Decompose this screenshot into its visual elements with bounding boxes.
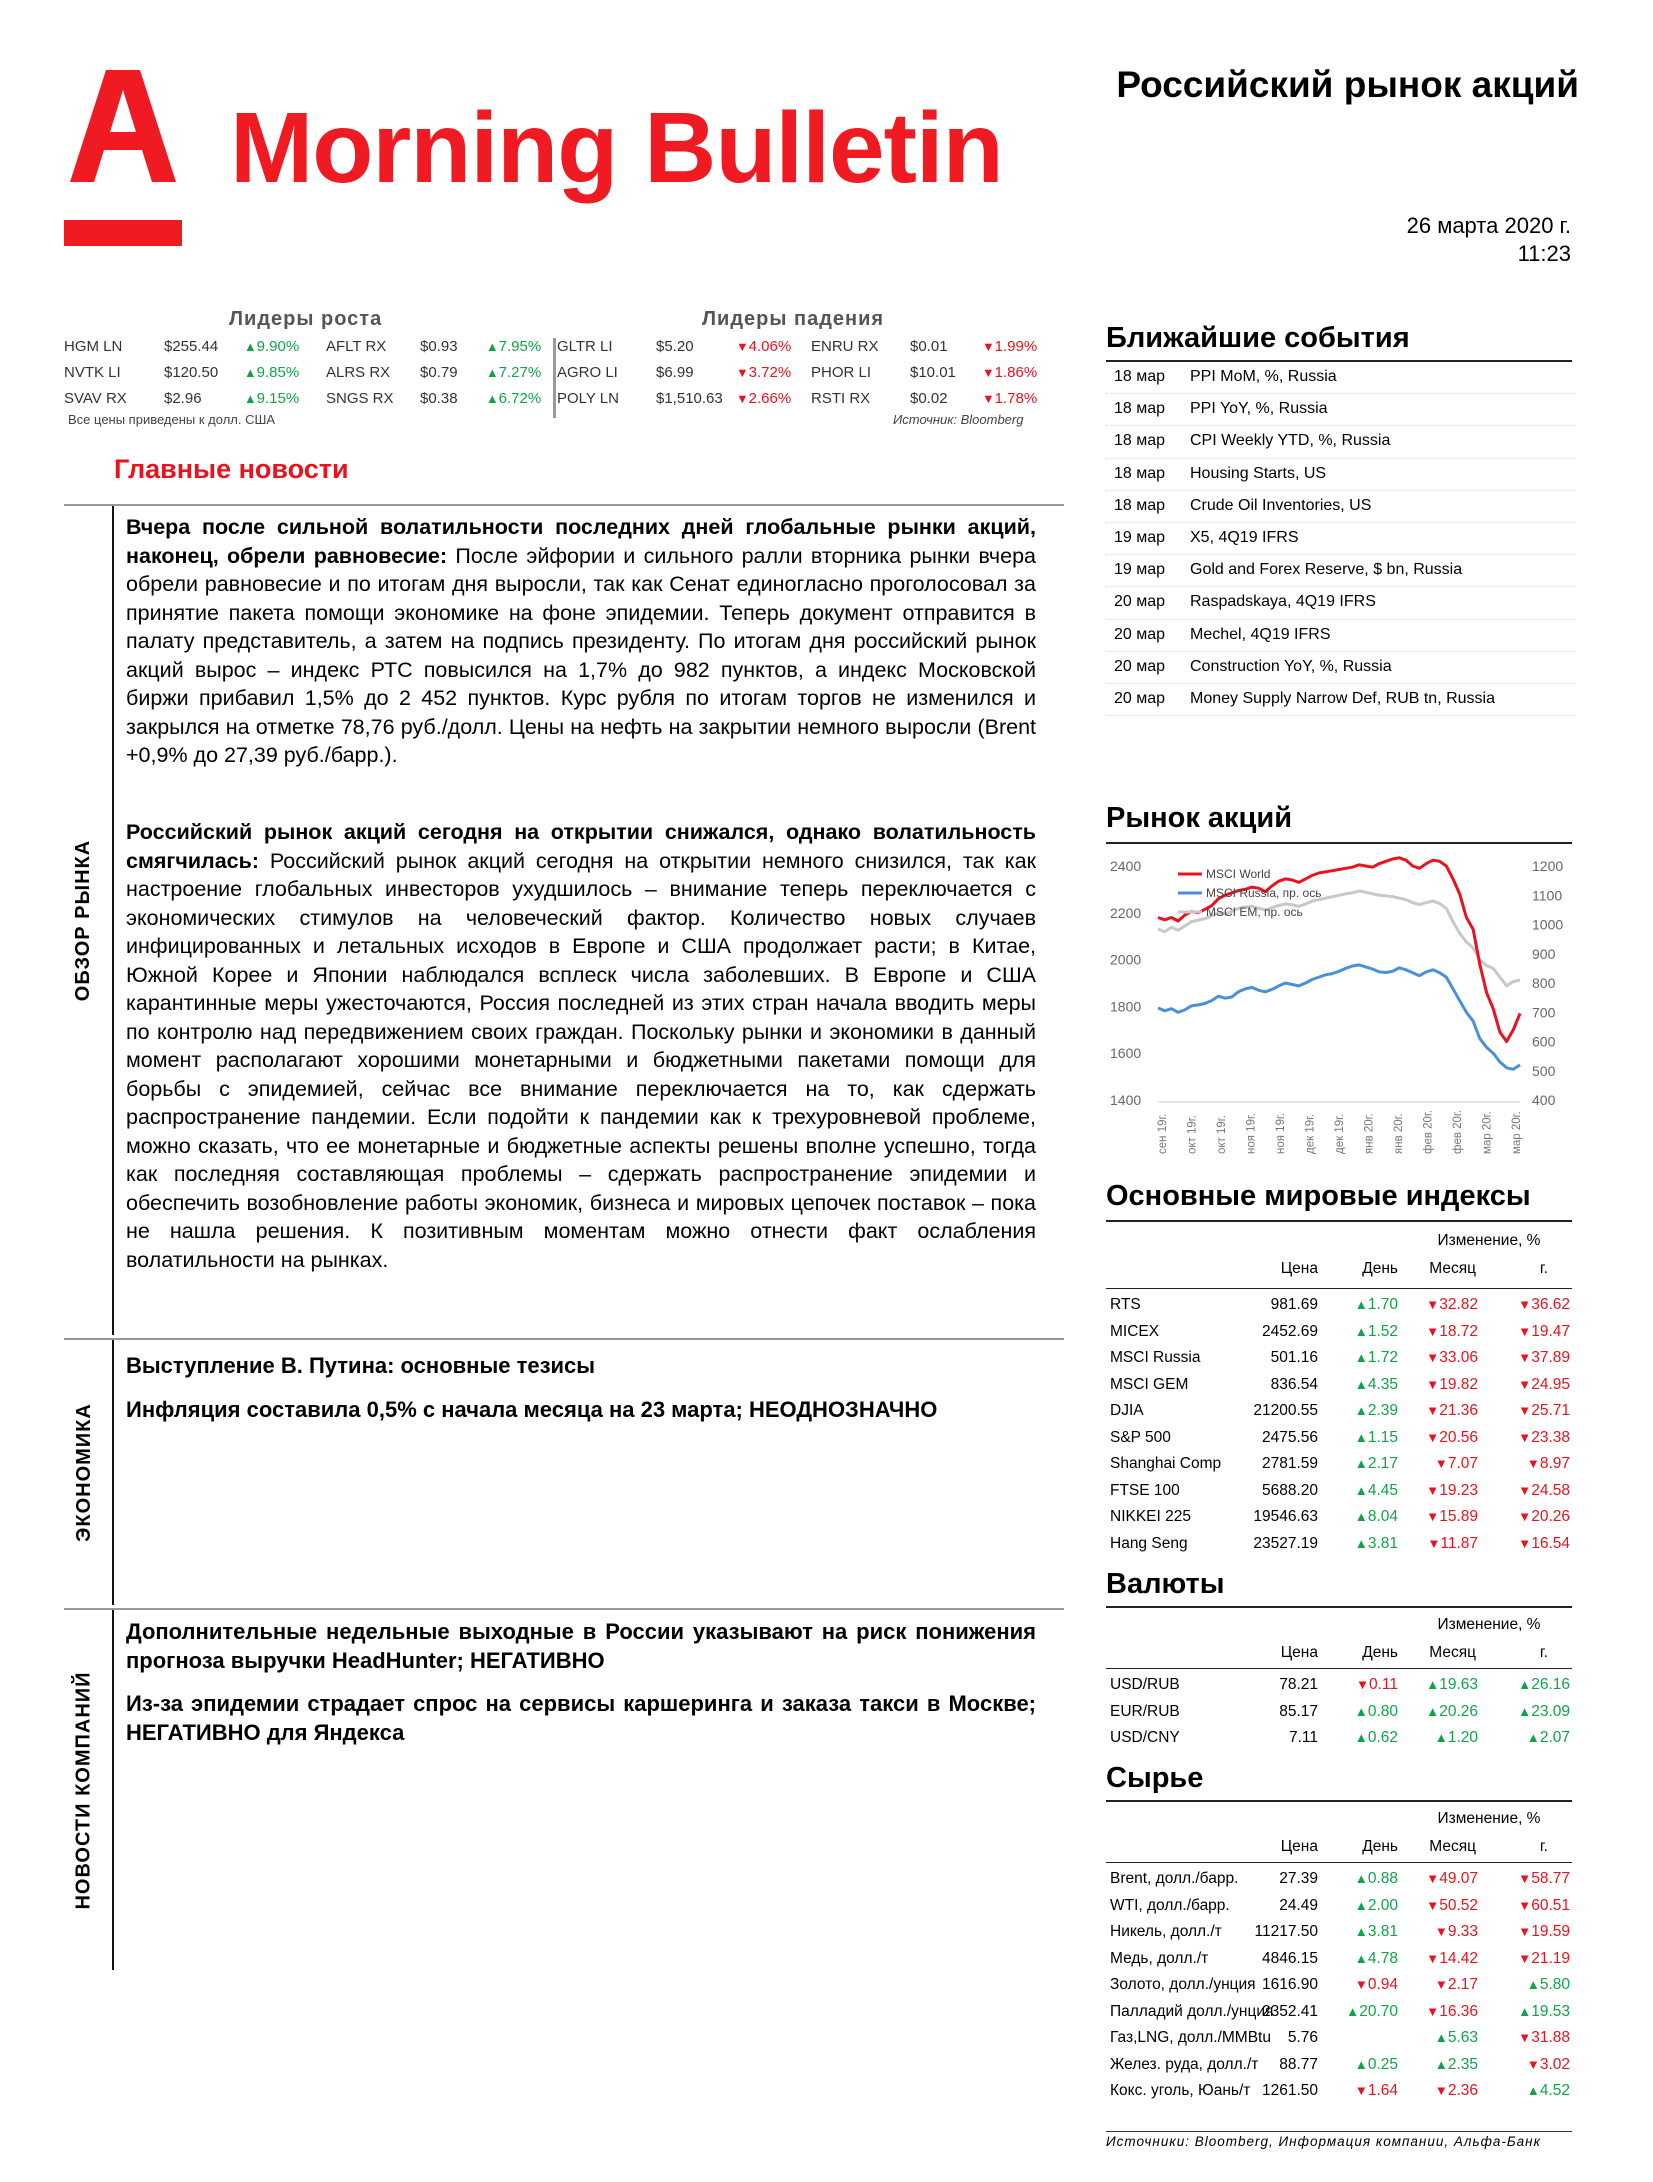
change-month: ▼ 16.36 xyxy=(1426,2003,1478,2021)
change-year: ▼ 19.59 xyxy=(1518,1923,1570,1941)
row-name: DJIA xyxy=(1110,1402,1144,1419)
left-axis-tick: 2000 xyxy=(1110,951,1142,968)
section-divider xyxy=(112,1610,114,1970)
event-date: 18 мар xyxy=(1114,368,1166,385)
section-rule xyxy=(64,1338,1064,1340)
x-axis-tick: ноя 19г. xyxy=(1275,1113,1287,1154)
table-header-rule xyxy=(1106,1862,1572,1863)
row-price: 88.77 xyxy=(1279,2055,1318,2073)
event-date: 19 мар xyxy=(1114,561,1166,579)
row-price: 2352.41 xyxy=(1261,2002,1318,2020)
change-day: ▲ 2.39 xyxy=(1355,1402,1398,1420)
change-year: ▼ 60.51 xyxy=(1518,1897,1570,1915)
table-row xyxy=(1106,1398,1572,1425)
event-text: PPI YoY, %, Russia xyxy=(1190,400,1328,418)
leader-change: ▲ 6.72% xyxy=(486,390,541,407)
change-day: ▲ 4.45 xyxy=(1355,1482,1398,1500)
leader-price: $0.93 xyxy=(420,338,458,355)
indices-title: Основные мировые индексы xyxy=(1106,1180,1531,1212)
news-paragraph-2 xyxy=(126,818,1036,1274)
leader-price: $6.99 xyxy=(656,364,694,381)
column-header: День xyxy=(1362,1260,1398,1277)
event-row xyxy=(1106,426,1576,458)
section-label-economy: ЭКОНОМИКА xyxy=(72,1403,95,1542)
leader-ticker: GLTR LI xyxy=(557,338,613,355)
event-row xyxy=(1106,684,1576,716)
news-lead-1: Вчера после сильной волатильности последних дней глобальные рынки акций, наконец, обрели равновесие: xyxy=(126,515,1036,568)
stock-market-chart xyxy=(1106,848,1572,1168)
events-list xyxy=(1106,362,1576,716)
column-header: Месяц xyxy=(1429,1838,1476,1855)
change-year: ▲ 5.80 xyxy=(1527,1976,1570,1994)
change-month: ▼ 7.07 xyxy=(1435,1455,1478,1473)
leader-change: ▲ 9.90% xyxy=(244,338,299,355)
row-name: FTSE 100 xyxy=(1110,1481,1180,1499)
report-title: Российский рынок акций xyxy=(1116,64,1579,105)
table-row xyxy=(1106,1478,1572,1505)
left-axis-tick: 1400 xyxy=(1110,1092,1142,1108)
row-name: MSCI Russia xyxy=(1110,1349,1201,1366)
change-month: ▼ 14.42 xyxy=(1426,1950,1478,1968)
x-axis-tick: окт 19г. xyxy=(1186,1115,1199,1154)
left-axis-tick: 2400 xyxy=(1110,858,1142,874)
table-row xyxy=(1106,1292,1572,1319)
change-year: ▼ 3.02 xyxy=(1527,2056,1570,2074)
row-price: 1616.90 xyxy=(1261,1976,1318,1993)
row-price: 836.54 xyxy=(1270,1375,1318,1393)
event-date: 18 мар xyxy=(1114,400,1166,418)
section-rule xyxy=(64,504,1064,506)
right-axis-tick: 1200 xyxy=(1532,858,1564,874)
leader-change: ▼ 4.06% xyxy=(736,338,791,355)
table-row xyxy=(1106,2078,1572,2105)
change-day: ▲ 3.81 xyxy=(1355,1923,1398,1941)
row-name: WTI, долл./барр. xyxy=(1110,1896,1230,1914)
column-header: Цена xyxy=(1280,1644,1318,1661)
row-price: 981.69 xyxy=(1270,1296,1318,1313)
row-price: 7.11 xyxy=(1288,1729,1318,1746)
change-year: ▼ 25.71 xyxy=(1518,1402,1570,1420)
time-text: 11:23 xyxy=(1517,241,1571,266)
change-year: ▼ 37.89 xyxy=(1518,1349,1570,1367)
table-row xyxy=(1106,1345,1572,1372)
event-row xyxy=(1106,587,1576,619)
row-price: 27.39 xyxy=(1279,1870,1318,1887)
news-paragraph-1 xyxy=(126,513,1036,770)
event-row xyxy=(1106,652,1576,684)
currencies-table xyxy=(1106,1612,1572,1746)
row-price: 1261.50 xyxy=(1261,2082,1318,2099)
leaders-row xyxy=(64,364,1054,390)
leader-change: ▲ 9.15% xyxy=(244,390,299,407)
section-rule xyxy=(64,1608,1064,1610)
change-month: ▲ 19.63 xyxy=(1426,1676,1478,1694)
leader-ticker: NVTK LI xyxy=(64,364,121,381)
company-headline-1: Дополнительные недельные выходные в России указывают на риск понижения прогноза выручки HeadHunter; НЕГАТИВНО xyxy=(126,1619,1036,1673)
leader-ticker: RSTI RX xyxy=(811,390,871,407)
leader-ticker: AGRO LI xyxy=(557,364,618,381)
alfa-logo xyxy=(64,70,182,248)
commodities-title: Сырье xyxy=(1106,1762,1204,1794)
currencies-title: Валюты xyxy=(1106,1568,1225,1600)
row-name: USD/RUB xyxy=(1110,1676,1180,1693)
row-name: Никель, долл./т xyxy=(1110,1923,1222,1940)
change-month: ▼ 21.36 xyxy=(1426,1402,1478,1420)
event-row xyxy=(1106,491,1576,523)
x-axis-tick: янв 20г. xyxy=(1393,1113,1405,1154)
table-row xyxy=(1106,1504,1572,1531)
section-label-market: ОБЗОР РЫНКА xyxy=(72,839,95,1001)
chart-rule xyxy=(1106,842,1572,844)
leader-price: $0.02 xyxy=(910,390,948,407)
row-price: 85.17 xyxy=(1279,1702,1318,1720)
table-row xyxy=(1106,1425,1572,1452)
change-month: ▼ 15.89 xyxy=(1426,1508,1478,1526)
column-header: День xyxy=(1362,1838,1398,1855)
change-day: ▼ 0.94 xyxy=(1355,1976,1398,1994)
table-row xyxy=(1106,1866,1572,1893)
row-price: 21200.55 xyxy=(1253,1402,1318,1419)
change-year: ▼ 36.62 xyxy=(1518,1296,1570,1314)
x-axis-tick: дек 19г. xyxy=(1334,1113,1346,1154)
x-axis-tick: окт 19г. xyxy=(1216,1115,1228,1154)
change-month: ▼ 20.56 xyxy=(1426,1429,1478,1447)
leader-change: ▲ 7.27% xyxy=(486,364,541,381)
change-day: ▲ 2.17 xyxy=(1355,1455,1398,1473)
table-header-rule xyxy=(1106,1288,1572,1289)
leader-change: ▼ 3.72% xyxy=(736,364,791,381)
change-month: ▲ 1.20 xyxy=(1435,1729,1478,1747)
row-price: 11217.50 xyxy=(1254,1923,1318,1940)
leader-price: $5.20 xyxy=(656,338,694,355)
change-year: ▼ 19.47 xyxy=(1518,1323,1570,1341)
row-name: Hang Seng xyxy=(1110,1534,1188,1552)
left-axis-tick: 1600 xyxy=(1110,1045,1142,1062)
change-day: ▲ 0.88 xyxy=(1355,1870,1398,1888)
table-row xyxy=(1106,2052,1572,2079)
change-month: ▲ 2.35 xyxy=(1435,2056,1478,2074)
change-month: ▼ 2.36 xyxy=(1435,2082,1478,2100)
change-day: ▲ 1.52 xyxy=(1355,1323,1398,1341)
leader-change: ▼ 1.99% xyxy=(982,338,1037,355)
change-month: ▼ 33.06 xyxy=(1426,1349,1478,1367)
event-text: Raspadskaya, 4Q19 IFRS xyxy=(1190,593,1376,611)
event-date: 18 мар xyxy=(1114,496,1166,514)
change-month: ▲ 20.26 xyxy=(1426,1703,1478,1721)
change-month: ▼ 50.52 xyxy=(1426,1897,1478,1915)
x-axis-tick: фев 20г. xyxy=(1452,1110,1464,1154)
row-name: Shanghai Comp xyxy=(1110,1455,1222,1472)
row-name: RTS xyxy=(1110,1296,1141,1313)
row-price: 19546.63 xyxy=(1253,1508,1318,1525)
column-header: Месяц xyxy=(1429,1644,1476,1661)
change-header: Изменение, % xyxy=(1437,1616,1541,1633)
row-name: EUR/RUB xyxy=(1110,1702,1180,1720)
row-price: 78.21 xyxy=(1279,1676,1318,1693)
row-price: 5688.20 xyxy=(1261,1481,1318,1499)
event-row xyxy=(1106,459,1576,491)
right-axis-tick: 600 xyxy=(1532,1033,1556,1050)
change-day: ▼ 1.64 xyxy=(1355,2082,1398,2100)
news-body-1: После эйфории и сильного ралли вторника рынки вчера обрели равновесие и по итогам дня выросли, так как Сенат единогласно проголосовал за принятие пакета помощи экономике на фоне эпидемии. Теперь документ отправится в палату представитель, а затем на подпись президенту. По итогам дня российский рынок акций вырос – индекс РТС повысился на 1,7% до 982 пунктов, а индекс Московской биржи прибавил 1,5% до 2 452 пунктов. Курс рубля по итогам торгов не изменился и закрылся на отметке 78,76 руб./долл. Цены на нефть на закрытии немного выросли (Brent +0,9% до 27,39 руб./барр.). xyxy=(126,543,1036,767)
company-headline-2: Из-за эпидемии страдает спрос на сервисы каршеринга и заказа такси в Москве; НЕГАТИВНО для Яндекса xyxy=(126,1691,1036,1745)
row-price: 2781.59 xyxy=(1261,1455,1318,1472)
column-header: г. xyxy=(1539,1260,1548,1277)
row-price: 2452.69 xyxy=(1261,1322,1318,1340)
change-day: ▲ 20.70 xyxy=(1346,2003,1398,2021)
row-price: 24.49 xyxy=(1279,1896,1318,1914)
change-month: ▼ 18.72 xyxy=(1426,1323,1478,1341)
leader-change: ▼ 2.66% xyxy=(736,390,791,407)
event-text: PPI MoM, %, Russia xyxy=(1190,368,1337,385)
column-header: Цена xyxy=(1280,1838,1318,1855)
leader-price: $255.44 xyxy=(164,338,219,355)
change-month: ▼ 49.07 xyxy=(1426,1870,1478,1888)
events-title: Ближайшие события xyxy=(1106,322,1410,354)
section-divider xyxy=(112,505,114,1335)
news-heading: Главные новости xyxy=(114,454,349,484)
row-name: Brent, долл./барр. xyxy=(1110,1870,1239,1887)
leaders-source: Источник: Bloomberg xyxy=(893,412,1024,427)
x-axis-tick: дек 19г. xyxy=(1304,1113,1317,1154)
event-row xyxy=(1106,523,1576,555)
change-day: ▲ 3.81 xyxy=(1355,1535,1398,1553)
change-day: ▲ 1.72 xyxy=(1355,1349,1398,1367)
economy-headline-2: Инфляция составила 0,5% с начала месяца на 23 марта; НЕОДНОЗНАЧНО xyxy=(126,1397,938,1422)
legend-label: MSCI Russia, пр. ось xyxy=(1206,886,1322,900)
change-day: ▲ 4.35 xyxy=(1355,1376,1398,1394)
row-name: MICEX xyxy=(1110,1322,1160,1340)
right-axis-tick: 900 xyxy=(1532,945,1556,962)
section-label-company: НОВОСТИ КОМПАНИЙ xyxy=(72,1670,95,1910)
event-text: Money Supply Narrow Def, RUB tn, Russia xyxy=(1190,689,1495,707)
change-year: ▲ 2.07 xyxy=(1527,1729,1570,1747)
right-axis-tick: 700 xyxy=(1532,1004,1556,1021)
leader-ticker: AFLT RX xyxy=(326,338,387,355)
row-name: USD/CNY xyxy=(1110,1729,1180,1746)
row-name: MSCI GEM xyxy=(1110,1375,1189,1393)
change-header: Изменение, % xyxy=(1437,1810,1541,1827)
change-year: ▲ 26.16 xyxy=(1518,1676,1570,1694)
change-year: ▲ 4.52 xyxy=(1527,2082,1570,2100)
column-header: г. xyxy=(1539,1644,1548,1661)
event-date: 20 мар xyxy=(1114,657,1166,675)
change-day: ▲ 2.00 xyxy=(1355,1897,1398,1915)
row-name: Желез. руда, долл./т xyxy=(1110,2055,1259,2073)
row-name: Газ,LNG, долл./MMBtu xyxy=(1110,2029,1271,2046)
event-date: 18 мар xyxy=(1114,432,1166,450)
column-header: День xyxy=(1362,1644,1398,1661)
change-month: ▼ 2.17 xyxy=(1435,1976,1478,1994)
fall-leaders-title: Лидеры падения xyxy=(702,308,885,330)
growth-leaders-title: Лидеры роста xyxy=(229,308,383,330)
x-axis-tick: янв 20г. xyxy=(1363,1113,1376,1154)
change-year: ▼ 21.19 xyxy=(1518,1950,1570,1968)
change-month: ▼ 11.87 xyxy=(1427,1535,1478,1553)
leaders-row xyxy=(64,338,1054,364)
date-text: 26 марта 2020 г. xyxy=(1406,213,1571,238)
x-axis-tick: сен 19г. xyxy=(1157,1113,1169,1154)
event-date: 18 мар xyxy=(1114,464,1166,482)
change-year: ▼ 31.88 xyxy=(1518,2029,1570,2047)
x-axis-tick: мар 20г. xyxy=(1511,1111,1523,1154)
change-year: ▼ 20.26 xyxy=(1518,1508,1570,1526)
change-year: ▼ 24.95 xyxy=(1518,1376,1570,1394)
commodities-table xyxy=(1106,1806,1572,2126)
left-axis-tick: 1800 xyxy=(1110,998,1142,1015)
leader-ticker: PHOR LI xyxy=(811,364,872,381)
row-name: Палладий долл./унция xyxy=(1110,2002,1274,2020)
table-row xyxy=(1106,1319,1572,1346)
leader-change: ▼ 1.86% xyxy=(982,364,1037,381)
change-day: ▲ 0.80 xyxy=(1355,1703,1398,1721)
right-axis-tick: 500 xyxy=(1532,1062,1556,1079)
table-row xyxy=(1106,2025,1572,2052)
table-header-rule xyxy=(1106,1668,1572,1669)
change-year: ▼ 8.97 xyxy=(1527,1455,1570,1473)
legend-label: MSCI EM, пр. ось xyxy=(1206,905,1303,919)
change-header: Изменение, % xyxy=(1437,1232,1541,1249)
row-name: S&P 500 xyxy=(1110,1428,1171,1446)
economy-headline-1: Выступление В. Путина: основные тезисы xyxy=(126,1353,596,1378)
event-text: Gold and Forex Reserve, $ bn, Russia xyxy=(1190,561,1463,579)
leader-price: $10.01 xyxy=(910,364,956,381)
news-lead-2: Российский рынок акций сегодня на открытии снижался, однако волатильность смягчилась: xyxy=(126,820,1036,873)
change-year: ▼ 24.58 xyxy=(1518,1482,1570,1500)
row-name: NIKKEI 225 xyxy=(1110,1508,1191,1525)
event-text: Mechel, 4Q19 IFRS xyxy=(1190,625,1331,643)
event-text: Housing Starts, US xyxy=(1190,464,1327,482)
currencies-rule xyxy=(1106,1606,1572,1608)
sources-rule xyxy=(1106,2131,1572,2132)
event-row xyxy=(1106,362,1576,394)
change-year: ▼ 23.38 xyxy=(1518,1429,1570,1447)
right-axis-tick: 1100 xyxy=(1532,887,1563,904)
row-name: Кокс. уголь, Юань/т xyxy=(1110,2082,1251,2099)
leader-ticker: HGM LN xyxy=(64,338,123,355)
leader-ticker: ALRS RX xyxy=(326,364,391,381)
change-day: ▲ 8.04 xyxy=(1355,1508,1398,1526)
event-text: X5, 4Q19 IFRS xyxy=(1190,528,1299,546)
row-name: Медь, долл./т xyxy=(1110,1949,1209,1967)
leader-price: $0.01 xyxy=(910,338,948,355)
change-day: ▲ 1.15 xyxy=(1355,1429,1398,1447)
indices-table xyxy=(1106,1228,1572,1552)
change-day: ▲ 1.70 xyxy=(1355,1296,1398,1314)
change-year: ▼ 16.54 xyxy=(1518,1535,1570,1553)
event-row xyxy=(1106,620,1576,652)
report-date xyxy=(1407,212,1571,268)
footer-sources: Источники: Bloomberg, Информация компании, Альфа-Банк xyxy=(1106,2134,1541,2149)
change-month: ▼ 19.82 xyxy=(1426,1376,1478,1394)
event-date: 20 мар xyxy=(1114,689,1166,707)
column-header: г. xyxy=(1539,1838,1548,1855)
table-row xyxy=(1106,1372,1572,1399)
change-year: ▲ 23.09 xyxy=(1518,1703,1570,1721)
leader-price: $2.96 xyxy=(164,390,202,407)
table-row xyxy=(1106,1919,1572,1946)
table-row xyxy=(1106,1451,1572,1478)
table-row xyxy=(1106,1725,1572,1752)
right-axis-tick: 800 xyxy=(1532,975,1556,991)
leader-price: $0.38 xyxy=(420,390,458,407)
leaders-note: Все цены приведены к долл. США xyxy=(68,412,276,427)
news-body-2: Российский рынок акций сегодня на открытии немного снизился, так как настроение глобальных инвесторов ухудшилось – внимание теперь переключается с экономических стимулов на человеческий фактор. Количество новых случаев инфицированных и летальных исходов в Европе и США продолжает расти; в Китае, Южной Корее и Японии наблюдался всплеск числа заболевших. В Европе и США карантинные меры ужесточаются, Россия последней из этих стран начала вводить меры по контролю над передвижением своих граждан. Поскольку рынки и экономики в данный момент располагают хорошими монетарными и бюджетными пакетами помощи для борьбы с эпидемией, сейчас все внимание переключается на то, как сдержать распространение пандемии. Если подойти к пандемии как к трехуровневой проблеме, можно сказать, что ее монетарные и бюджетные аспекты решены вполне успешно, тогда как последняя составляющая проблемы – сдержать распространение эпидемии и обеспечить возобновление работы экономик, бизнеса и мировых цепочек поставок – пока не нашла решения. К позитивным моментам можно отнести факт ослабления волатильности на рынках. xyxy=(126,848,1036,1272)
leader-change: ▲ 9.85% xyxy=(244,364,299,381)
table-row xyxy=(1106,1531,1572,1558)
row-price: 2475.56 xyxy=(1261,1428,1318,1446)
table-row xyxy=(1106,1972,1572,1999)
event-text: Crude Oil Inventories, US xyxy=(1190,496,1372,514)
event-text: Construction YoY, %, Russia xyxy=(1190,657,1392,675)
table-row xyxy=(1106,1946,1572,1973)
chart-title: Рынок акций xyxy=(1106,802,1293,834)
change-month: ▲ 5.63 xyxy=(1435,2029,1478,2047)
event-row xyxy=(1106,394,1576,426)
commodities-rule xyxy=(1106,1800,1572,1802)
row-price: 5.76 xyxy=(1287,2029,1318,2046)
leader-ticker: SNGS RX xyxy=(326,390,394,407)
leader-change: ▲ 7.95% xyxy=(486,338,541,355)
event-text: CPI Weekly YTD, %, Russia xyxy=(1190,432,1391,450)
change-day: ▼ 0.11 xyxy=(1356,1676,1398,1694)
leader-ticker: ENRU RX xyxy=(811,338,879,355)
section-divider xyxy=(112,1340,114,1605)
event-date: 20 мар xyxy=(1114,593,1166,611)
change-month: ▼ 32.82 xyxy=(1426,1296,1478,1314)
column-header: Месяц xyxy=(1429,1260,1476,1277)
event-row xyxy=(1106,555,1576,587)
change-year: ▼ 58.77 xyxy=(1518,1870,1570,1888)
right-axis-tick: 1000 xyxy=(1532,916,1564,933)
column-header: Цена xyxy=(1280,1260,1318,1277)
change-year: ▲ 19.53 xyxy=(1518,2003,1570,2021)
leader-price: $120.50 xyxy=(164,364,219,381)
event-date: 20 мар xyxy=(1114,625,1166,643)
change-month: ▼ 9.33 xyxy=(1435,1923,1478,1941)
row-price: 501.16 xyxy=(1270,1349,1318,1366)
table-row xyxy=(1106,1893,1572,1920)
x-axis-tick: мар 20г. xyxy=(1481,1111,1494,1154)
legend-label: MSCI World xyxy=(1206,867,1271,881)
right-axis-tick: 400 xyxy=(1532,1092,1556,1108)
indices-rule xyxy=(1106,1220,1572,1222)
change-day: ▲ 0.25 xyxy=(1355,2056,1398,2074)
change-month: ▼ 19.23 xyxy=(1426,1482,1478,1500)
row-name: Золото, долл./унция xyxy=(1110,1976,1256,1993)
change-day: ▲ 0.62 xyxy=(1355,1729,1398,1747)
row-price: 4846.15 xyxy=(1261,1949,1318,1967)
x-axis-tick: ноя 19г. xyxy=(1245,1113,1258,1154)
leader-ticker: POLY LN xyxy=(557,390,619,407)
leader-price: $1,510.63 xyxy=(656,390,723,407)
table-row xyxy=(1106,1699,1572,1726)
leader-price: $0.79 xyxy=(420,364,458,381)
row-price: 23527.19 xyxy=(1253,1534,1318,1552)
brand-title: Morning Bulletin xyxy=(230,92,1003,204)
table-row xyxy=(1106,1999,1572,2026)
change-day: ▲ 4.78 xyxy=(1355,1950,1398,1968)
leader-change: ▼ 1.78% xyxy=(982,390,1037,407)
left-axis-tick: 2200 xyxy=(1110,904,1142,921)
x-axis-tick: фев 20г. xyxy=(1422,1110,1435,1154)
leader-ticker: SVAV RX xyxy=(64,390,127,407)
table-row xyxy=(1106,1672,1572,1699)
event-date: 19 мар xyxy=(1114,528,1166,546)
